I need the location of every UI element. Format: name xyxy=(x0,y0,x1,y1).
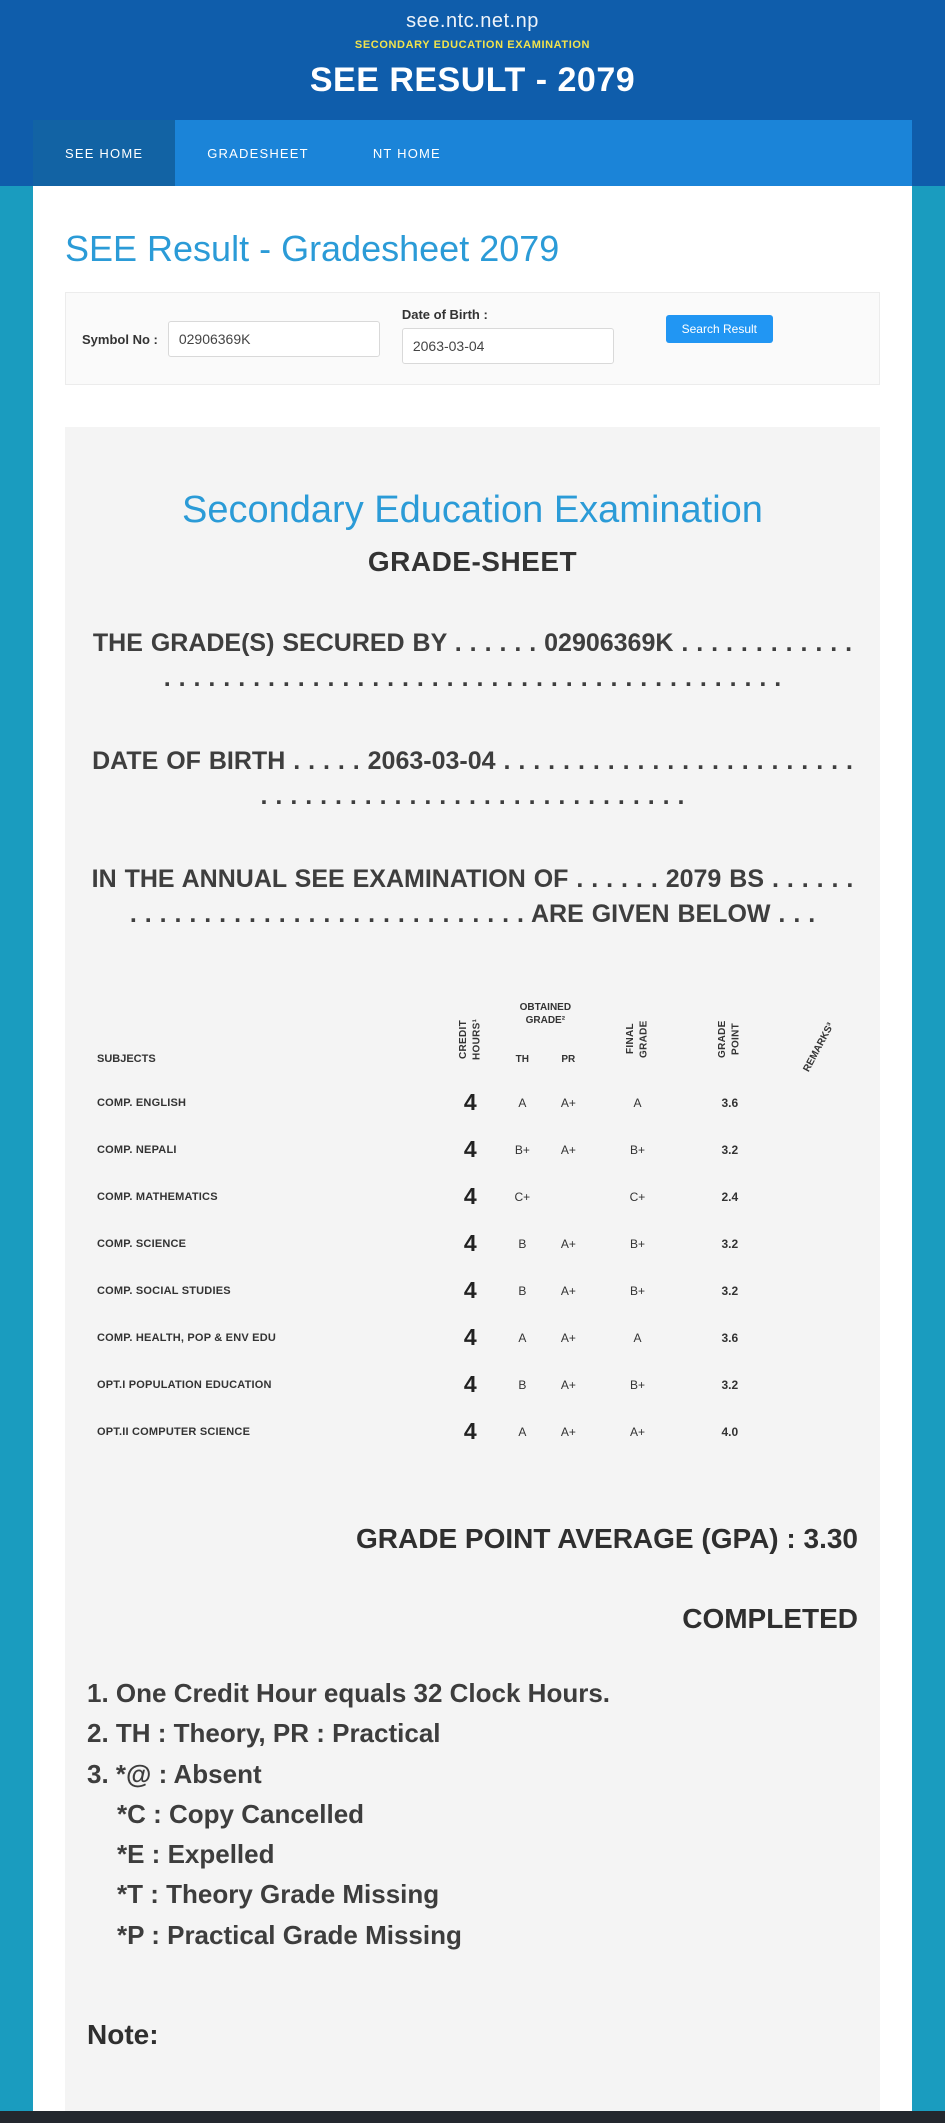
site-subtitle: SECONDARY EDUCATION EXAMINATION xyxy=(354,39,591,51)
column-header-remarks: REMARKS³ xyxy=(801,1021,837,1074)
date-of-birth-label: Date of Birth : xyxy=(401,307,488,322)
theory-grade: C+ xyxy=(514,1189,531,1204)
practical-grade: A+ xyxy=(560,1142,576,1157)
subject-name: OPT.II COMPUTER SCIENCE xyxy=(97,1425,251,1438)
subject-name: COMP. ENGLISH xyxy=(97,1096,187,1109)
result-search-form xyxy=(65,292,880,385)
date-of-birth-group xyxy=(402,307,614,364)
table-row xyxy=(83,1361,862,1408)
practical-grade: A+ xyxy=(560,1283,576,1298)
table-row xyxy=(83,1267,862,1314)
note-line: *C : Copy Cancelled xyxy=(117,1798,365,1829)
theory-grade: A xyxy=(518,1330,527,1345)
symbol-number-input[interactable] xyxy=(168,321,380,357)
symbol-number-label: Symbol No : xyxy=(82,331,158,347)
content-container xyxy=(33,186,912,2111)
grade-point: 4.0 xyxy=(721,1424,739,1439)
theory-grade: B xyxy=(518,1283,527,1298)
symbol-number-group xyxy=(82,321,380,357)
remarks xyxy=(776,1126,862,1173)
note-line: 2. TH : Theory, PR : Practical xyxy=(87,1718,441,1749)
grade-point: 3.6 xyxy=(721,1330,739,1345)
final-grade: A+ xyxy=(629,1424,645,1439)
final-grade: A xyxy=(633,1330,642,1345)
column-header-final-grade: FINAL GRADE xyxy=(624,1020,650,1058)
table-row xyxy=(83,1173,862,1220)
grade-point: 3.2 xyxy=(721,1283,739,1298)
remarks xyxy=(776,1314,862,1361)
credit-hours: 4 xyxy=(463,1230,477,1256)
main-navbar xyxy=(33,120,912,186)
grades-table xyxy=(83,987,862,1455)
page-background xyxy=(0,186,945,2111)
grade-point: 3.2 xyxy=(721,1236,739,1251)
final-grade: C+ xyxy=(629,1189,646,1204)
legend-notes xyxy=(87,1673,862,1955)
grades-table-header xyxy=(83,987,862,1079)
remarks xyxy=(776,1173,862,1220)
practical-grade xyxy=(545,1173,591,1220)
sheet-title: GRADE-SHEET xyxy=(367,546,578,577)
nav-item-nt-home[interactable]: NT HOME xyxy=(372,145,441,161)
grade-point: 3.2 xyxy=(721,1142,739,1157)
site-title: SEE RESULT - 2079 xyxy=(309,61,636,99)
column-header-subjects: SUBJECTS xyxy=(97,1053,156,1065)
grade-point: 3.2 xyxy=(721,1377,739,1392)
final-grade: B+ xyxy=(629,1142,645,1157)
table-row xyxy=(83,1408,862,1455)
remarks xyxy=(776,1267,862,1314)
practical-grade: A+ xyxy=(560,1330,576,1345)
subject-name: OPT.I POPULATION EDUCATION xyxy=(97,1378,272,1391)
subject-name: COMP. SOCIAL STUDIES xyxy=(97,1284,231,1297)
footer-bar xyxy=(0,2111,945,2123)
final-grade: B+ xyxy=(629,1236,645,1251)
credit-hours: 4 xyxy=(463,1089,477,1115)
nav-item-see-home[interactable]: SEE HOME xyxy=(33,120,175,186)
site-header xyxy=(0,0,945,186)
credit-hours: 4 xyxy=(463,1183,477,1209)
practical-grade: A+ xyxy=(560,1236,576,1251)
remarks xyxy=(776,1361,862,1408)
theory-grade: A xyxy=(518,1424,527,1439)
date-of-birth-line: DATE OF BIRTH . . . . . 2063-03-04 . . . . . . . . . . . . . . . . . . . . . . . . . . . . . . . . . . . . . . . . . . . . . . . . . . . . . xyxy=(92,747,853,810)
grades-table-body xyxy=(83,1079,862,1455)
note-heading: Note: xyxy=(87,2019,159,2051)
theory-grade: B xyxy=(518,1236,527,1251)
note-line: 1. One Credit Hour equals 32 Clock Hours. xyxy=(87,1678,611,1708)
credit-hours: 4 xyxy=(463,1136,477,1162)
note-line: *E : Expelled xyxy=(117,1839,275,1870)
remarks xyxy=(776,1220,862,1267)
column-header-credit-hours: CREDIT HOURS¹ xyxy=(457,1018,483,1060)
table-row xyxy=(83,1314,862,1361)
theory-grade: B+ xyxy=(514,1142,530,1157)
subject-name: COMP. SCIENCE xyxy=(97,1237,187,1250)
date-of-birth-input[interactable] xyxy=(402,328,614,364)
credit-hours: 4 xyxy=(463,1324,477,1350)
credit-hours: 4 xyxy=(463,1418,477,1444)
exam-title: Secondary Education Examination xyxy=(182,489,763,531)
final-grade: B+ xyxy=(629,1377,645,1392)
subject-name: COMP. HEALTH, POP & ENV EDU xyxy=(97,1331,276,1344)
note-line: *P : Practical Grade Missing xyxy=(117,1919,462,1950)
gradesheet-card xyxy=(65,427,880,2111)
final-grade: A xyxy=(633,1095,642,1110)
subject-name: COMP. MATHEMATICS xyxy=(97,1190,218,1203)
practical-grade: A+ xyxy=(560,1095,576,1110)
nav-item-gradesheet[interactable]: GRADESHEET xyxy=(207,145,309,161)
final-grade: B+ xyxy=(629,1283,645,1298)
secured-by-line: THE GRADE(S) SECURED BY . . . . . . 02906369K . . . . . . . . . . . . . . . . . . . . . . . . . . . . . . . . . . . . . . . . . . . . . . . . . . . . . . xyxy=(92,629,853,692)
search-result-button[interactable]: Search Result xyxy=(666,315,773,343)
subject-name: COMP. NEPALI xyxy=(97,1143,177,1156)
column-header-grade-point: GRADE POINT xyxy=(717,1020,742,1058)
note-line: 3. *@ : Absent xyxy=(87,1758,262,1789)
table-row xyxy=(83,1079,862,1126)
page-title: SEE Result - Gradesheet 2079 xyxy=(65,228,560,269)
grade-point: 2.4 xyxy=(721,1189,739,1204)
theory-grade: A xyxy=(518,1095,527,1110)
table-row xyxy=(83,1126,862,1173)
practical-grade: A+ xyxy=(560,1424,576,1439)
remarks xyxy=(776,1408,862,1455)
exam-year-line: IN THE ANNUAL SEE EXAMINATION OF . . . . . . 2079 BS . . . . . . . . . . . . . . . . . . . . . . . . . . . . . . . . . ARE GIVEN BELOW . . . xyxy=(91,865,854,928)
site-domain: see.ntc.net.np xyxy=(406,10,539,32)
column-header-obtained-grade: OBTAINED GRADE² xyxy=(519,1002,572,1026)
theory-grade: B xyxy=(518,1377,527,1392)
column-header-practical: PR xyxy=(561,1054,576,1065)
credit-hours: 4 xyxy=(463,1371,477,1397)
result-status: COMPLETED xyxy=(682,1603,858,1634)
column-header-theory: TH xyxy=(515,1054,529,1065)
gpa-summary: GRADE POINT AVERAGE (GPA) : 3.30 xyxy=(356,1523,858,1554)
credit-hours: 4 xyxy=(463,1277,477,1303)
grade-point: 3.6 xyxy=(721,1095,739,1110)
practical-grade: A+ xyxy=(560,1377,576,1392)
note-line: *T : Theory Grade Missing xyxy=(117,1879,440,1910)
table-row xyxy=(83,1220,862,1267)
remarks xyxy=(776,1079,862,1126)
